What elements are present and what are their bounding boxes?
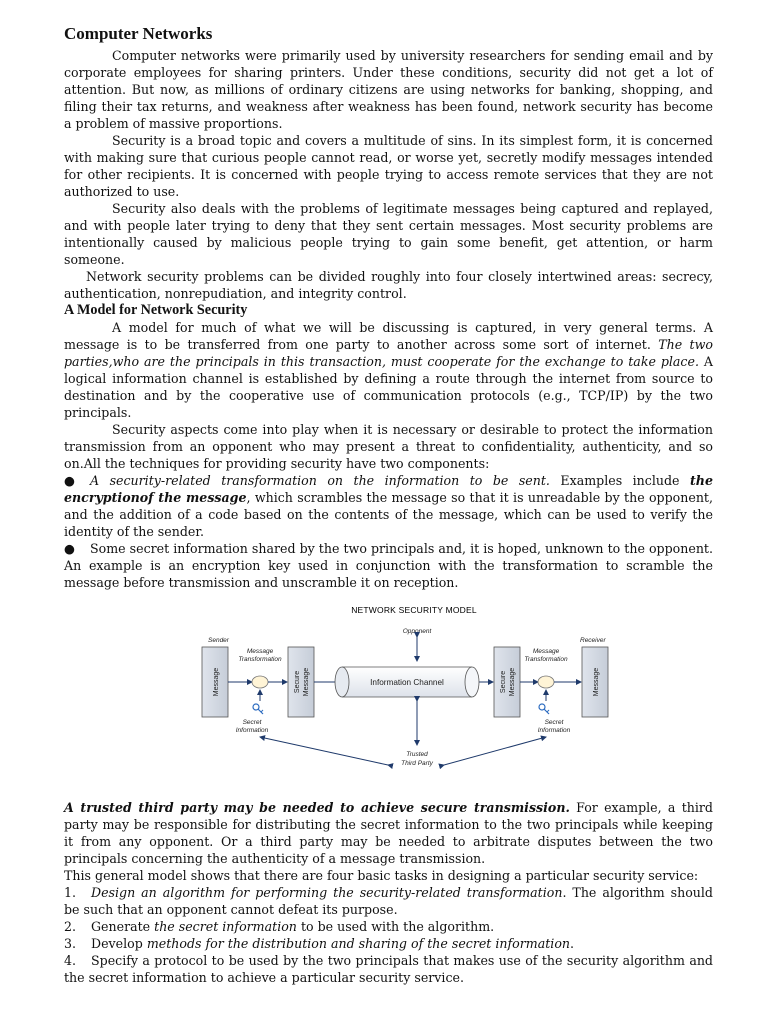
model-text-a: A model for much of what we will be discussing is captured, in very general terms. A message is to be transferred from one party to another across some sort of internet. bbox=[64, 320, 713, 352]
receiver-message-label: Message bbox=[593, 667, 600, 697]
list-pre: Specify a protocol to be used by the two principals that makes use of the security algorithm and the secret information to achieve a particular security service. bbox=[64, 953, 713, 985]
bullet2-text: Some secret information shared by the two principals and, it is hoped, unknown to the opponent. An example is an encryption key used in conjunction with the transformation to scramble the message before transmission and unscramble it on reception. bbox=[64, 541, 713, 590]
information-channel bbox=[335, 667, 479, 697]
receiver-secure-message-box bbox=[494, 647, 520, 717]
receiver-secret-label-2: Information bbox=[537, 727, 571, 734]
model-text-italic: The two parties,who are the principals in this transaction, must cooperate for the exchange to take place. bbox=[64, 337, 713, 369]
list-number: 2. bbox=[64, 919, 77, 934]
paragraph-security-aspects: Security aspects come into play when it is necessary or desirable to protect the information transmission from an opponent who may present a threat to confidentiality, authenticity, and so on.All the techniques for providing security have two components: bbox=[64, 422, 713, 471]
network-security-model-figure bbox=[192, 605, 612, 785]
model-text-b: A logical information channel is established by defining a route through the internet from source to destination and by the cooperative use of communication protocols (e.g., TCP/IP) by the two principals. bbox=[64, 354, 713, 420]
opponent-label: Opponent bbox=[402, 628, 432, 635]
paragraph-four-tasks: This general model shows that there are four basic tasks in designing a particular security service: bbox=[64, 868, 699, 883]
paragraph-intro: Computer networks were primarily used by university researchers for sending email and by corporate employees for sharing printers. Under these conditions, security did not get a lot of attention. But now, as millions of ordinary citizens are using networks for banking, shopping, and filing their tax returns, and weakness after weakness has been found, network security has become a problem of massive proportions. bbox=[64, 48, 713, 131]
receiver-label: Receiver bbox=[580, 637, 606, 644]
key-icon bbox=[539, 704, 549, 714]
bullet-item-transformation bbox=[64, 472, 713, 540]
paragraph-model bbox=[64, 319, 713, 421]
list-rest: . bbox=[570, 936, 575, 951]
list-item bbox=[64, 952, 713, 986]
trusted-label-1: Trusted bbox=[406, 751, 428, 758]
bullet1-rest: , which scrambles the message so that it is unreadable by the opponent, and the addition of a code based on the contents of the message, which can be used to verify the identity of the sender. bbox=[64, 490, 714, 539]
list-number: 1. bbox=[64, 885, 77, 900]
trusted-sender-arrow bbox=[260, 737, 388, 765]
list-italic: Design an algorithm for performing the security-related transformation bbox=[91, 885, 563, 900]
sender-secure-label-1: Secure bbox=[294, 670, 301, 694]
key-icon bbox=[253, 704, 263, 714]
paragraph-four-areas: Network security problems can be divided roughly into four closely intertwined areas: secrecy, authentication, nonrepudiation, and integrity control. bbox=[64, 269, 713, 301]
sender-transform-node bbox=[252, 676, 268, 688]
receiver-secure-label-2: Message bbox=[509, 667, 516, 697]
bullet1-italic: A security-related transformation on the information to be sent. bbox=[90, 473, 550, 488]
bullet-icon: ● bbox=[64, 473, 75, 488]
sender-secret-label-1: Secret bbox=[242, 719, 262, 726]
list-number: 3. bbox=[64, 936, 77, 951]
paragraph-security-topic: Security is a broad topic and covers a multitude of sins. In its simplest form, it is concerned with making sure that curious people cannot read, or worse yet, secretly modify messages intended for other recipients. It is concerned with people trying to access remote services that they are not authorized to use. bbox=[64, 133, 713, 199]
list-italic: methods for the distribution and sharing of the secret information bbox=[146, 936, 571, 951]
model-diagram bbox=[192, 605, 612, 785]
receiver-transform-label-2: Transformation bbox=[524, 656, 568, 663]
sender-secure-message-box bbox=[288, 647, 314, 717]
sender-secret-label-2: Information bbox=[235, 727, 269, 734]
receiver-transform-node bbox=[538, 676, 554, 688]
list-item bbox=[64, 935, 713, 952]
list-pre: Develop bbox=[91, 936, 143, 951]
bullet-icon: ● bbox=[64, 541, 75, 556]
list-italic: the secret information bbox=[154, 919, 297, 934]
sender-transform-label-1: Message bbox=[246, 648, 274, 655]
receiver-secure-label-1: Secure bbox=[500, 670, 507, 694]
receiver-secret-label-1: Secret bbox=[544, 719, 564, 726]
bullet-item-secret bbox=[64, 540, 713, 591]
document-page bbox=[64, 24, 713, 986]
paragraph-trusted-third-party bbox=[64, 799, 713, 867]
list-number: 4. bbox=[64, 953, 77, 968]
trusted-label-2: Third Party bbox=[401, 760, 433, 767]
list-rest: to be used with the algorithm. bbox=[300, 919, 495, 934]
paragraph-security-problems: Security also deals with the problems of legitimate messages being captured and replayed, and with people later trying to deny that they sent certain messages. Most security problems are intentionally caused by malicious people trying to gain some benefit, get attention, or harm someone. bbox=[64, 201, 713, 267]
list-item bbox=[64, 918, 713, 935]
bullet1-bolditalic: the encryptionof the message bbox=[64, 473, 713, 505]
sender-label: Sender bbox=[208, 637, 229, 644]
sender-message-label: Message bbox=[213, 667, 220, 697]
list-item bbox=[64, 884, 713, 918]
bullet1-mid: Examples include bbox=[560, 473, 680, 488]
list-pre: Generate bbox=[91, 919, 151, 934]
trusted-rest: For example, a third party may be responsible for distributing the secret information to the two principals while keeping it from any opponent. Or a third party may be needed to arbitrate disputes between the two principals concerning the authenticity of a message transmission. bbox=[64, 800, 713, 866]
trusted-receiver-arrow bbox=[444, 737, 546, 765]
channel-label: Information Channel bbox=[370, 678, 444, 687]
trusted-bolditalic: A trusted third party may be needed to achieve secure transmission. bbox=[64, 800, 570, 815]
sender-transform-label-2: Transformation bbox=[238, 656, 282, 663]
page-title: Computer Networks bbox=[64, 24, 213, 43]
sender-secure-label-2: Message bbox=[303, 667, 310, 697]
receiver-transform-label-1: Message bbox=[532, 648, 560, 655]
list-rest: . The algorithm should be such that an opponent cannot defeat its purpose. bbox=[64, 885, 713, 917]
figure-title: NETWORK SECURITY MODEL bbox=[351, 605, 477, 615]
section-heading: A Model for Network Security bbox=[64, 302, 248, 318]
